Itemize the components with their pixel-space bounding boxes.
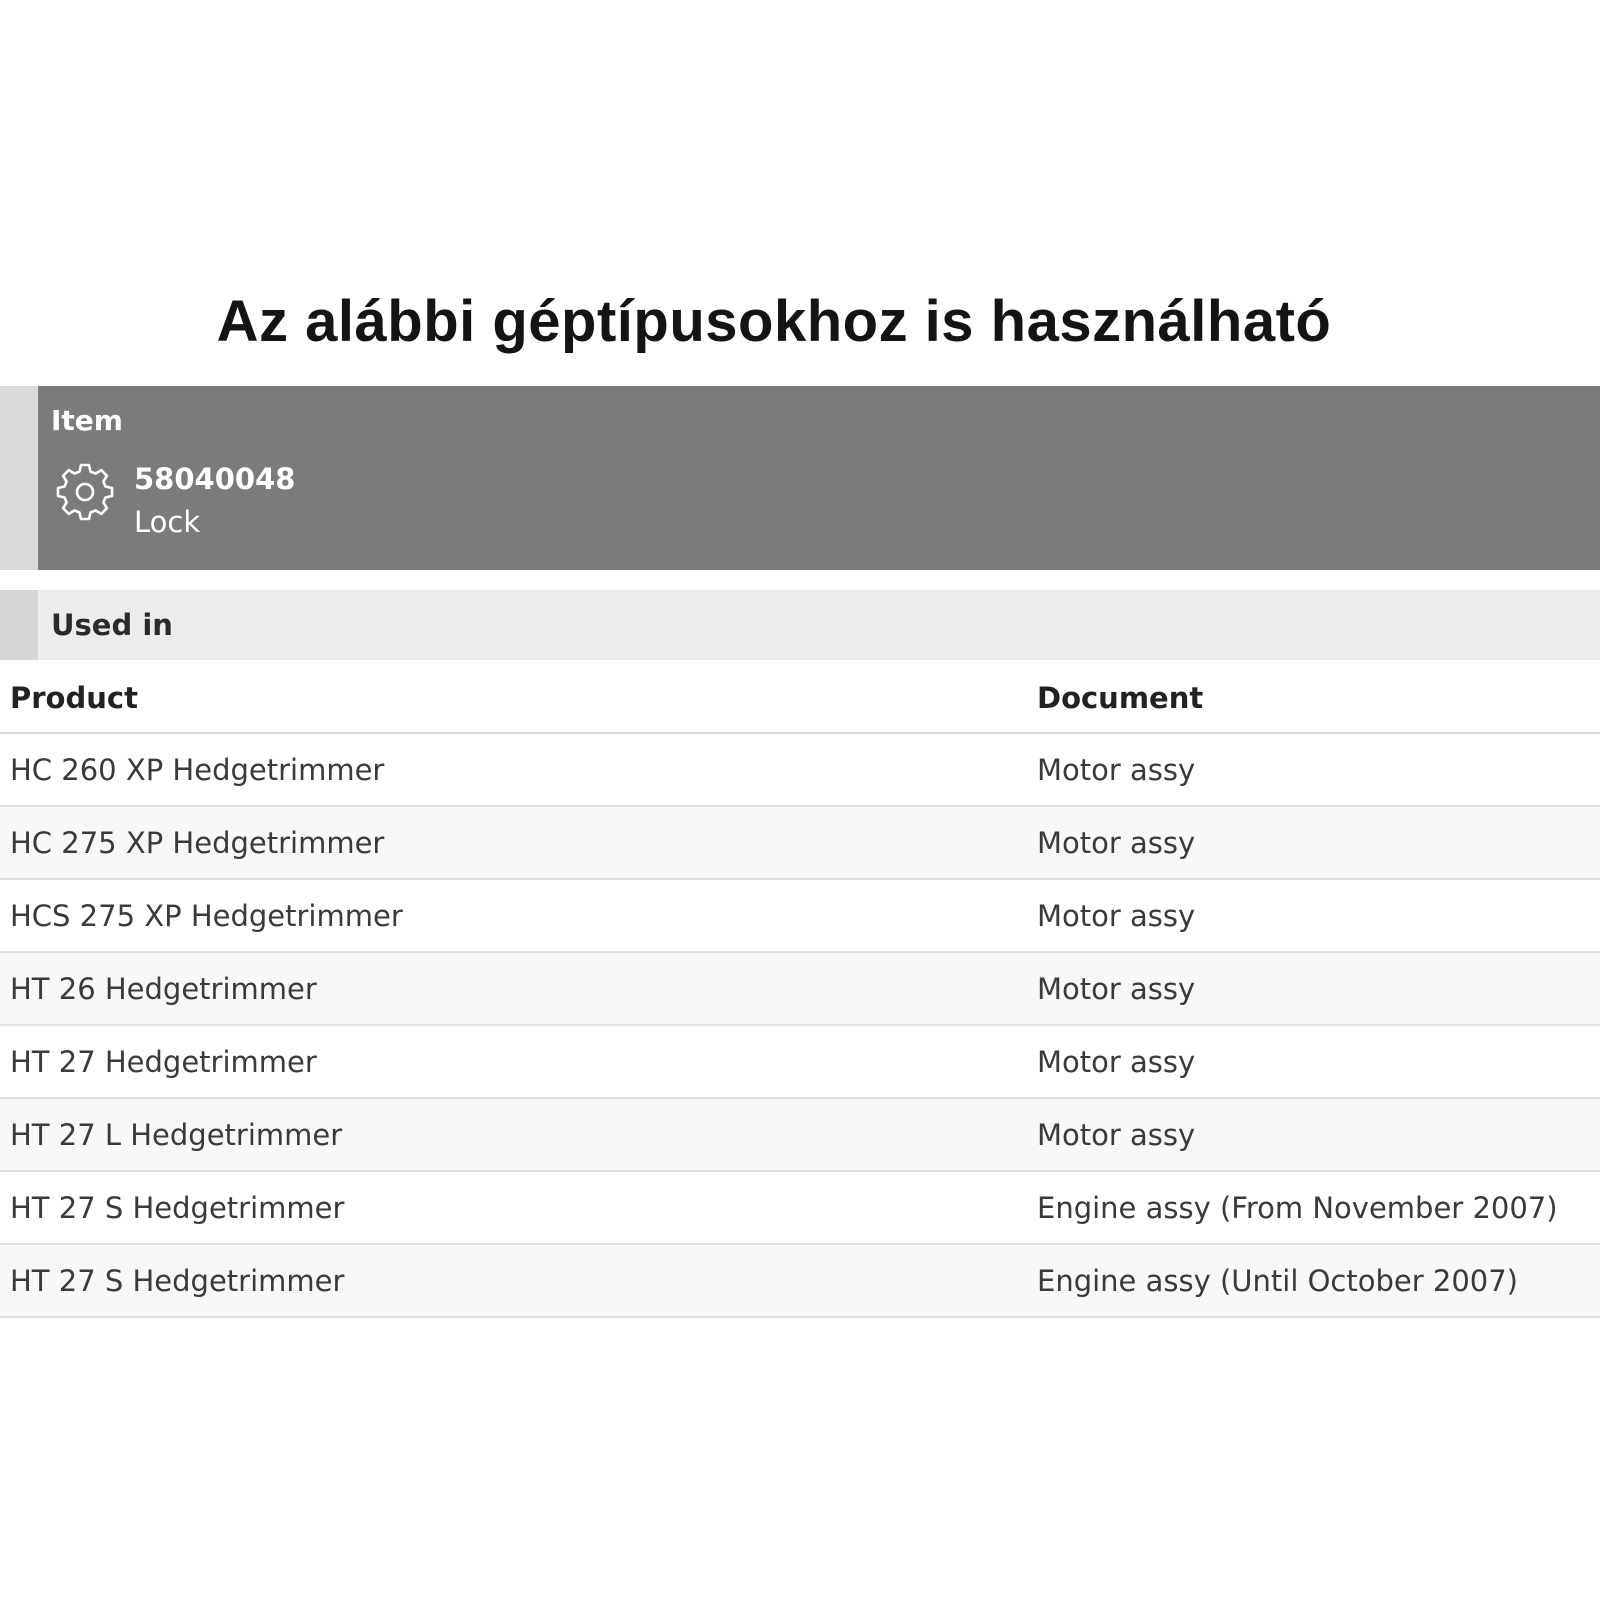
table-row[interactable]	[0, 952, 1600, 1025]
table-row[interactable]	[0, 733, 1600, 806]
table-row[interactable]	[0, 806, 1600, 879]
document-cell[interactable]: Motor assy	[1027, 733, 1600, 806]
used-in-section-header	[0, 590, 1600, 660]
gear-icon	[56, 463, 114, 521]
product-cell[interactable]: HCS 275 XP Hedgetrimmer	[0, 879, 1027, 952]
table-row[interactable]	[0, 1171, 1600, 1244]
product-cell[interactable]: HC 275 XP Hedgetrimmer	[0, 806, 1027, 879]
table-row[interactable]	[0, 1098, 1600, 1171]
document-cell[interactable]: Motor assy	[1027, 952, 1600, 1025]
used-in-header-body	[38, 590, 1600, 660]
document-cell[interactable]: Engine assy (Until October 2007)	[1027, 1244, 1600, 1317]
item-panel	[0, 386, 1600, 570]
page-title: Az alábbi géptípusokhoz is használható	[216, 289, 1332, 354]
product-cell[interactable]: HT 27 S Hedgetrimmer	[0, 1171, 1027, 1244]
document-cell[interactable]: Motor assy	[1027, 879, 1600, 952]
used-in-accent-bar	[0, 590, 38, 660]
product-cell[interactable]: HT 27 L Hedgetrimmer	[0, 1098, 1027, 1171]
item-number: 58040048	[134, 462, 296, 496]
item-panel-body	[38, 386, 1600, 570]
table-header-row	[0, 664, 1600, 733]
document-cell[interactable]: Motor assy	[1027, 806, 1600, 879]
table-row[interactable]	[0, 1025, 1600, 1098]
document-cell[interactable]: Motor assy	[1027, 1025, 1600, 1098]
column-header-product: Product	[0, 664, 1027, 733]
used-in-label: Used in	[51, 608, 173, 642]
product-cell[interactable]: HT 27 Hedgetrimmer	[0, 1025, 1027, 1098]
product-cell[interactable]: HT 27 S Hedgetrimmer	[0, 1244, 1027, 1317]
table-row[interactable]	[0, 879, 1600, 952]
product-cell[interactable]: HC 260 XP Hedgetrimmer	[0, 733, 1027, 806]
column-header-document: Document	[1027, 664, 1600, 733]
product-cell[interactable]: HT 26 Hedgetrimmer	[0, 952, 1027, 1025]
item-name: Lock	[134, 505, 201, 539]
item-label: Item	[51, 404, 123, 437]
item-panel-accent-bar	[0, 386, 38, 570]
document-cell[interactable]: Engine assy (From November 2007)	[1027, 1171, 1600, 1244]
table-row[interactable]	[0, 1244, 1600, 1317]
document-cell[interactable]: Motor assy	[1027, 1098, 1600, 1171]
used-in-table	[0, 664, 1600, 1318]
